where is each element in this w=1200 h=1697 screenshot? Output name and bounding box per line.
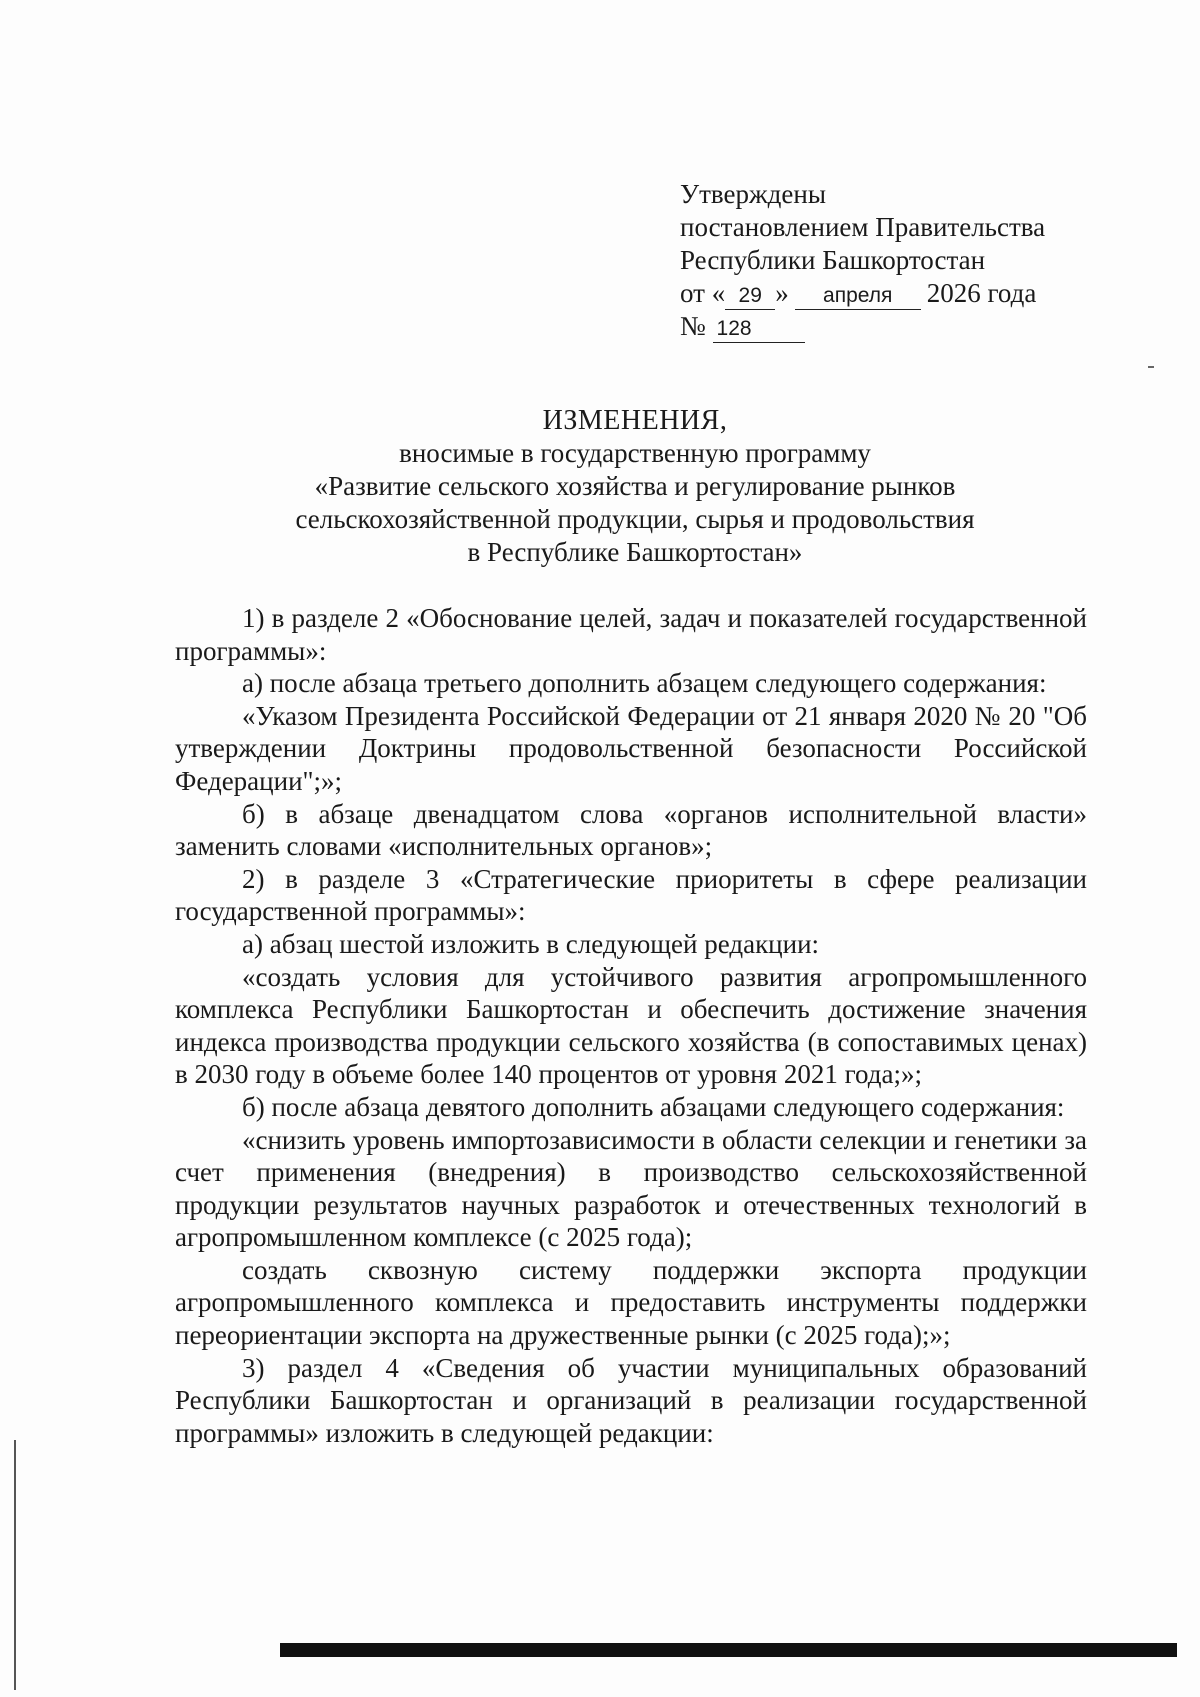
approval-stamp-block — [680, 178, 1045, 343]
paragraph-11: 3) раздел 4 «Сведения об участии муниципальных образований Республики Башкортостан и организаций в реализации государственной программы» изложить в следующей редакции: — [175, 1352, 1087, 1448]
date-prefix: от « — [680, 278, 726, 308]
document-body — [175, 602, 1087, 1449]
paragraph-9: «снизить уровень импортозависимости в области селекции и генетики за счет применения (внедрения) в производство сельскохозяйственной продукции результатов научных разработок и отечественных технологий в агропромышленном комплексе (с 2025 года); — [175, 1124, 1087, 1253]
document-title: ИЗМЕНЕНИЯ, — [542, 405, 728, 436]
date-day-field: 29 — [725, 283, 775, 310]
document-title-block — [175, 404, 1095, 569]
scan-artifact — [1148, 366, 1154, 368]
title-line-4: в Республике Башкортостан» — [467, 537, 803, 567]
paragraph-7: «создать условия для устойчивого развития агропромышленного комплекса Республики Башкортостан и обеспечить достижение значения индекса производства продукции сельского хозяйства (в сопоставимых ценах) в 2030 году в объеме более 140 процентов от уровня 2021 года;»; — [175, 961, 1087, 1090]
approval-date-line — [680, 277, 1045, 310]
paragraph-4: б) в абзаце двенадцатом слова «органов исполнительной власти» заменить словами «исполнительных органов»; — [175, 798, 1087, 862]
scan-left-edge-line — [14, 1440, 16, 1690]
approval-line-approved: Утверждены — [680, 179, 826, 209]
paragraph-8: б) после абзаца девятого дополнить абзацами следующего содержания: — [242, 1091, 1065, 1122]
scan-bottom-edge-bar — [280, 1643, 1177, 1657]
paragraph-10: создать сквозную систему поддержки экспорта продукции агропромышленного комплекса и предоставить инструменты поддержки переориентации экспорта на дружественные рынки (с 2025 года);»; — [175, 1254, 1087, 1351]
approval-line-republic: Республики Башкортостан — [680, 245, 986, 275]
paragraph-6: а) абзац шестой изложить в следующей редакции: — [242, 928, 820, 959]
approval-line-resolution: постановлением Правительства — [680, 212, 1046, 242]
approval-number-line — [680, 310, 1045, 343]
paragraph-5: 2) в разделе 3 «Стратегические приоритеты в сфере реализации государственной программы»: — [175, 863, 1087, 927]
paragraph-1: 1) в разделе 2 «Обоснование целей, задач и показателей государственной программы»: — [175, 603, 1087, 666]
title-line-2: «Развитие сельского хозяйства и регулирование рынков — [314, 471, 956, 501]
paragraph-2: а) после абзаца третьего дополнить абзацем следующего содержания: — [242, 668, 1047, 699]
date-year: 2026 года — [926, 278, 1037, 308]
paragraph-3: «Указом Президента Российской Федерации от 21 января 2020 № 20 "Об утверждении Доктрины продовольственной безопасности Российской Федерации";»; — [175, 700, 1087, 796]
number-prefix: № — [680, 311, 706, 341]
title-line-1: вносимые в государственную программу — [399, 438, 871, 468]
number-field: 128 — [713, 316, 805, 343]
date-month-field: апреля — [795, 283, 921, 310]
date-mid: » — [775, 278, 789, 308]
title-line-3: сельскохозяйственной продукции, сырья и продовольствия — [295, 504, 975, 534]
